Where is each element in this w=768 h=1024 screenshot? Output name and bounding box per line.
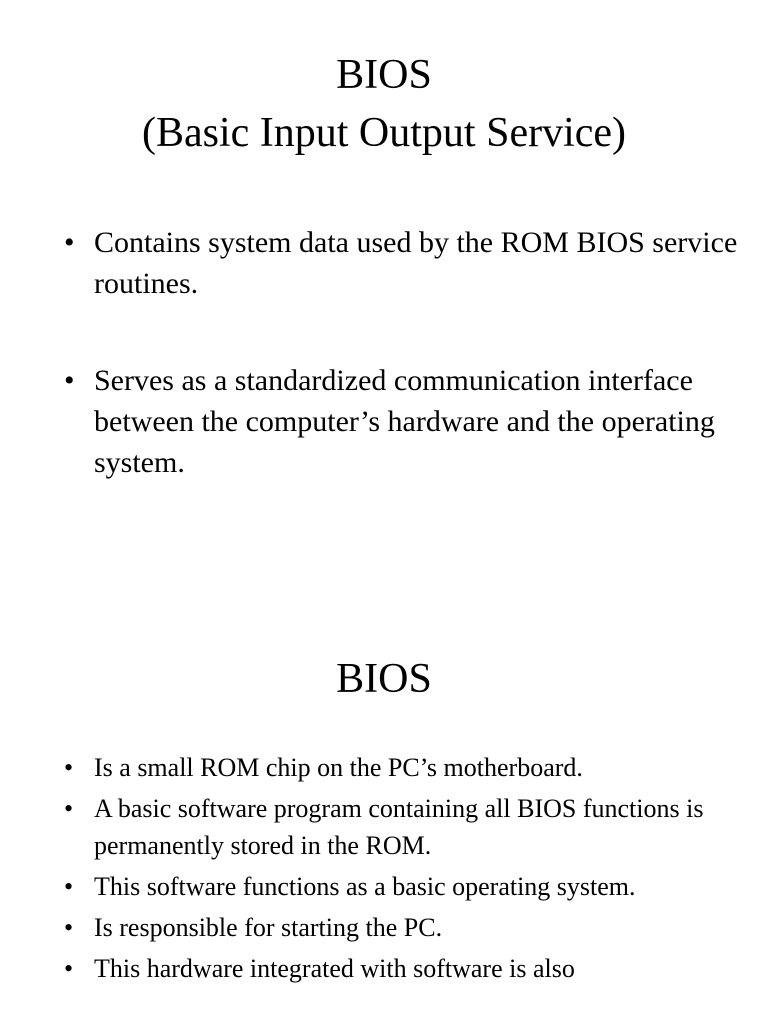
bullet-item [0,222,768,304]
bullet-marker: • [64,364,75,397]
bullet-marker: • [64,753,74,782]
bullet-text: This hardware integrated with software is also [94,954,575,983]
bullet-text: Is a small ROM chip on the PC’s motherboard. [94,753,583,782]
slide-title [0,46,768,162]
bullet-marker: • [64,954,74,983]
bullet-item [0,868,768,905]
bullet-marker: • [64,872,74,901]
slide-title: BIOS [336,656,432,702]
bullet-marker: • [64,794,74,823]
bullet-item [0,360,768,483]
bullet-text: This software functions as a basic operating system. [94,872,636,901]
bullet-list [0,222,768,539]
bullet-marker: • [64,913,74,942]
slide-title-line-2: (Basic Input Output Service) [141,110,627,156]
bullet-text: Serves as a standardized communication interface between the computer’s hardware and the operating system. [94,364,715,479]
bullet-text: Contains system data used by the ROM BIOS service routines. [94,226,738,300]
bullet-text: Is responsible for starting the PC. [94,913,443,942]
slide-title-line-1: BIOS [336,52,432,98]
bullet-marker: • [64,226,75,259]
slide-bios-chip [0,560,768,1024]
bullet-text: A basic software program containing all BIOS functions is permanently stored in the ROM. [94,794,704,860]
bullet-item [0,749,768,786]
bullet-item [0,909,768,946]
bullet-item [0,790,768,864]
bullet-list [0,749,768,991]
bullet-item [0,950,768,987]
